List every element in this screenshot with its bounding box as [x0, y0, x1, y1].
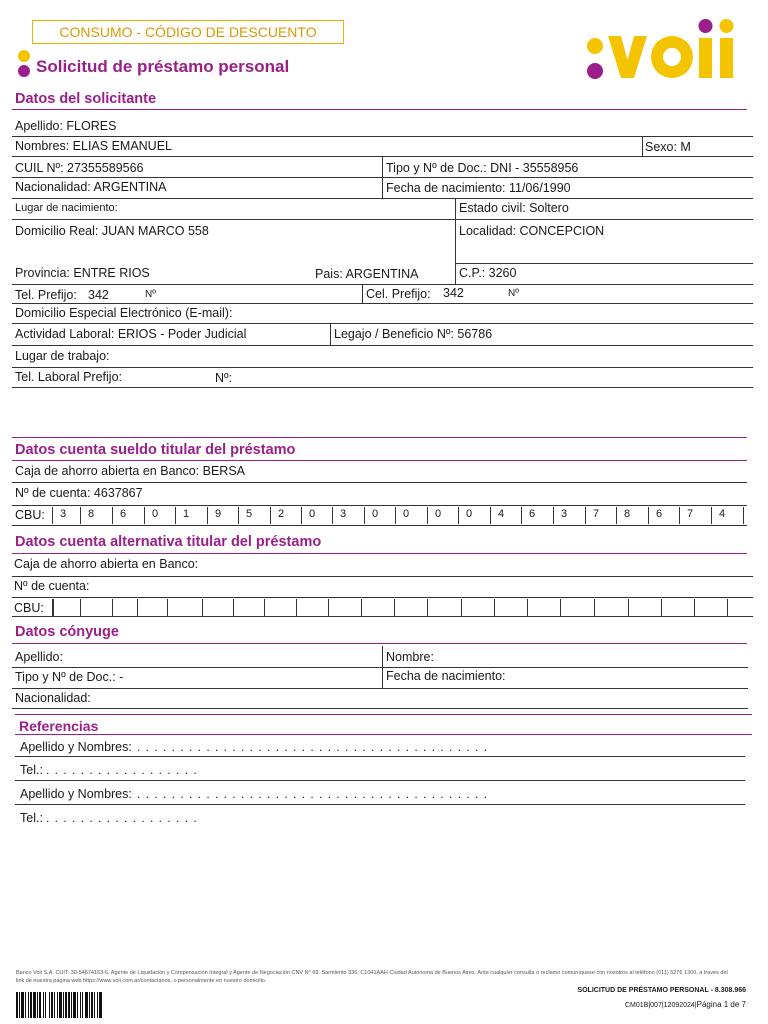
cbu-digit: 8 — [87, 508, 95, 520]
ref1-tel-dots: . . . . . . . . . . . . . . . . . . — [46, 763, 198, 777]
cuenta-sueldo-field: Nº de cuenta: 4637867 — [15, 486, 143, 500]
tel-prefijo-label: Tel. Prefijo: — [15, 288, 77, 302]
cbu-digit: 0 — [308, 508, 316, 520]
provincia-field: Provincia: ENTRE RIOS — [15, 266, 150, 280]
footer-form-name: SOLICITUD DE PRÉSTAMO PERSONAL - 8.308.966 — [577, 987, 746, 994]
ref1-apellido-dots: . . . . . . . . . . . . . . . . . . . . . . . . . . . . . . . . . . . . . . . . . — [137, 740, 489, 754]
cp-field: C.P.: 3260 — [459, 266, 517, 280]
estado-civil-field: Estado civil: Soltero — [459, 201, 569, 215]
conyuge-fecha-nac: Fecha de nacimiento: — [386, 669, 506, 683]
cbu-digit: 4 — [497, 508, 505, 520]
pais-field: Pais: ARGENTINA — [315, 267, 419, 281]
actividad-field: Actividad Laboral: ERIOS - Poder Judicial — [15, 327, 247, 341]
lugar-trabajo-field: Lugar de trabajo: — [15, 349, 110, 363]
cbu-digit: 3 — [560, 508, 568, 520]
footer-code-page — [625, 1000, 746, 1009]
conyuge-nacionalidad: Nacionalidad: — [15, 691, 91, 705]
cbu-digit: 5 — [245, 508, 253, 520]
footer-code: CM01B|007|12092024| — [625, 1002, 697, 1009]
cbu-sueldo-label: CBU: — [15, 508, 45, 522]
conyuge-apellido: Apellido: — [15, 650, 63, 664]
cbu-digit: 7 — [592, 508, 600, 520]
ref1-tel: Tel.: — [20, 763, 43, 777]
ref2-apellido-dots: . . . . . . . . . . . . . . . . . . . . . . . . . . . . . . . . . . . . . . . . . — [137, 787, 489, 801]
cbu-digit: 3 — [339, 508, 347, 520]
section-cuenta-sueldo: Datos cuenta sueldo titular del préstamo — [15, 442, 296, 458]
cbu-digit: 6 — [655, 508, 663, 520]
footer-page: Página 1 de 7 — [696, 1000, 746, 1009]
cuenta-alt-field: Nº de cuenta: — [14, 579, 90, 593]
tel-n-label: Nº — [145, 289, 156, 300]
banco-alt-field: Caja de ahorro abierta en Banco: — [14, 557, 199, 571]
conyuge-nombre: Nombre: — [386, 650, 434, 664]
voii-logo — [584, 16, 744, 82]
email-field: Domicilio Especial Electrónico (E-mail): — [15, 306, 233, 320]
cbu-digit: 0 — [371, 508, 379, 520]
cbu-alt-label: CBU: — [14, 601, 44, 615]
cbu-digit: 6 — [119, 508, 127, 520]
domicilio-field: Domicilio Real: JUAN MARCO 558 — [15, 224, 209, 238]
tipo-doc-field: Tipo y Nº de Doc.: DNI - 35558956 — [386, 161, 579, 175]
section-solicitante: Datos del solicitante — [15, 91, 157, 107]
section-referencias: Referencias — [19, 718, 99, 734]
legajo-field: Legajo / Beneficio Nº: 56786 — [334, 327, 493, 341]
localidad-field: Localidad: CONCEPCION — [459, 224, 605, 238]
lugar-nac-field: Lugar de nacimiento: — [15, 202, 118, 214]
barcode-image — [16, 992, 151, 1018]
cel-prefijo-value: 342 — [443, 286, 464, 300]
ref2-tel: Tel.: — [20, 811, 43, 825]
conyuge-tipo-doc: Tipo y Nº de Doc.: - — [15, 670, 124, 684]
nombres-field: Nombres: ELIAS EMANUEL — [15, 139, 172, 153]
sexo-field: Sexo: M — [645, 140, 691, 154]
nacionalidad-field: Nacionalidad: ARGENTINA — [15, 180, 167, 194]
cuil-field: CUIL Nº: 27355589566 — [15, 161, 144, 175]
cbu-digit: 2 — [277, 508, 285, 520]
title-dot-icon — [16, 48, 34, 80]
apellido-field: Apellido: FLORES — [15, 119, 117, 133]
cbu-digit: 4 — [718, 508, 726, 520]
page-title: Solicitud de préstamo personal — [36, 57, 290, 76]
cel-prefijo-label: Cel. Prefijo: — [366, 287, 431, 301]
cbu-digit: 0 — [402, 508, 410, 520]
banco-sueldo-field: Caja de ahorro abierta en Banco: BERSA — [15, 464, 245, 478]
tel-laboral-n: Nº: — [215, 371, 233, 385]
footer-legal: Banco Voii S.A. CUIT: 30-54674163-6. Agente de Liquidación y Compensación Integral y Agente de Negociación CNV N° 69. Sarmiento 336, C1041AAH Ciudad Autónoma de Buenos Aires. Ante cualquier consulta o reclamo comuníquese con nosotros al teléfono (011) 5276 1300, a través del link de nuestra página web https://www.voii.com.ar/contactanos, o personalmente en nuestro domicilio. — [16, 970, 728, 984]
cbu-digit: 0 — [434, 508, 442, 520]
ref2-tel-dots: . . . . . . . . . . . . . . . . . . — [46, 811, 198, 825]
section-conyuge: Datos cónyuge — [15, 624, 119, 640]
cbu-digit: 7 — [686, 508, 694, 520]
cbu-digit: 8 — [623, 508, 631, 520]
ref2-apellido: Apellido y Nombres: — [20, 787, 132, 801]
ref1-apellido: Apellido y Nombres: — [20, 740, 132, 754]
cbu-digit: 6 — [528, 508, 536, 520]
cbu-digit: 1 — [182, 508, 190, 520]
cbu-digit: 9 — [214, 508, 222, 520]
consumo-badge: CONSUMO - CÓDIGO DE DESCUENTO — [32, 20, 344, 44]
tel-prefijo-value: 342 — [88, 288, 109, 302]
cel-n-label: Nº — [508, 288, 519, 299]
cbu-digit: 0 — [151, 508, 159, 520]
fecha-nac-field: Fecha de nacimiento: 11/06/1990 — [386, 181, 571, 195]
cbu-digit: 0 — [465, 508, 473, 520]
tel-laboral-field: Tel. Laboral Prefijo: — [15, 370, 123, 384]
section-cuenta-alternativa: Datos cuenta alternativa titular del préstamo — [15, 534, 322, 550]
cbu-digit: 3 — [59, 508, 67, 520]
